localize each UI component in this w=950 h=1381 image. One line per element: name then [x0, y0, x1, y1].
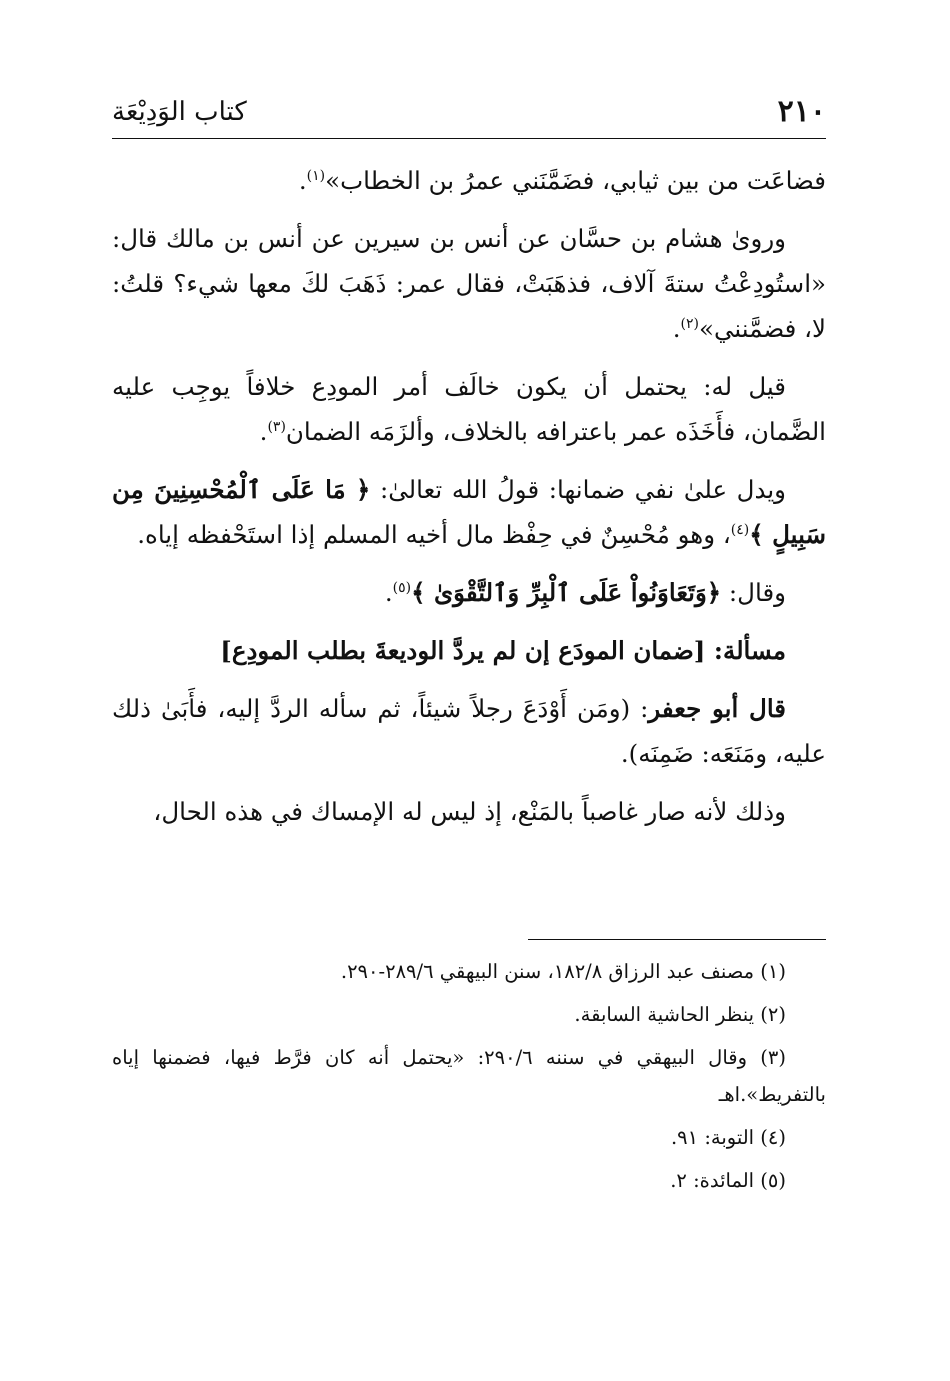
header-rule [112, 138, 826, 139]
page-number: ٢١٠ [777, 94, 826, 129]
running-title: كتاب الوَدِيْعَة [112, 97, 247, 127]
paragraph-2: وروىٰ هشام بن حسَّان عن أنس بن سيرين عن أنس بن مالك قال: «استُودِعْتُ ستةَ آلاف، فذهَبَتْ، فقال عمر: ذَهَبَ لكَ معها شيء؟ قلتُ: لا، فضمَّنني»$^{(٢)}$. [112, 224, 826, 343]
footnotes [112, 953, 826, 1205]
page-header [112, 92, 826, 136]
footnote-ref-5: (٥) [392, 579, 412, 596]
paragraph-5: وقال: ﴿وَتَعَاوَنُواْ عَلَى ٱلْبِرِّ وَٱلتَّقْوَىٰ ﴾$^{(٥)}$. [384, 578, 786, 607]
paragraph-4: ويدل علىٰ نفي ضمانها: قولُ الله تعالىٰ: ﴿ مَا عَلَى ٱلْمُحْسِنِينَ مِن سَبِيلٍ ﴾$^{(٤)}$، وهو مُحْسِنٌ في حِفْظ مال أخيه المسلم إذا استَحْفظه إياه. [112, 475, 826, 549]
footnote-2: (٢) ينظر الحاشية السابقة. [574, 1003, 786, 1026]
paragraph-3: قيل له: يحتمل أن يكون خالَف أمر المودِع خلافاً يوجِب عليه الضَّمان، فأَخَذَه عمر باعترافه بالخلاف، وألزَمَه الضمان$^{(٣)}$. [112, 372, 826, 446]
footnote-5: (٥) المائدة: ٢. [670, 1169, 786, 1192]
footnote-ref-1: (١) [306, 167, 326, 184]
paragraph-6: قال أبو جعفر: (ومَن أَوْدَعَ رجلاً شيئاً، ثم سأله الردَّ إليه، فأَبَىٰ ذلك عليه، ومَنَعَه: ضَمِنَه). [112, 694, 826, 768]
footnote-4: (٤) التوبة: ٩١. [670, 1126, 786, 1149]
footnote-1: (١) مصنف عبد الرزاق ١٨٢/٨، سنن البيهقي ٢٨٩/٦-٢٩٠. [340, 960, 786, 983]
main-text [112, 158, 826, 847]
quran-verse-1: ﴿ مَا عَلَى ٱلْمُحْسِنِينَ مِن سَبِيلٍ ﴾ [112, 475, 826, 549]
paragraph-1: فضاعَت من بين ثيابي، فضَمَّنَني عمرُ بن الخطاب»$^{(١)}$. [298, 166, 826, 195]
author-label: قال أبو جعفر [648, 694, 786, 723]
footnote-ref-3: (٣) [267, 418, 286, 435]
footnote-ref-4: (٤) [730, 521, 750, 538]
footnote-3: (٣) وقال البيهقي في سننه ٢٩٠/٦: «يحتمل أنه كان فرَّط فيها، فضمنها إياه بالتفريط».اهـ [112, 1046, 826, 1106]
footnote-rule [528, 939, 826, 940]
issue-heading: مسألة: [ضمان المودَع إن لم يردَّ الوديعةَ بطلب المودِع] [220, 636, 786, 665]
paragraph-7: وذلك لأنه صار غاصباً بالمَنْع، إذ ليس له الإمساك في هذه الحال، [153, 797, 786, 826]
quran-verse-2: ﴿وَتَعَاوَنُواْ عَلَى ٱلْبِرِّ وَٱلتَّقْوَىٰ ﴾ [411, 578, 722, 607]
footnote-ref-2: (٢) [680, 315, 699, 332]
